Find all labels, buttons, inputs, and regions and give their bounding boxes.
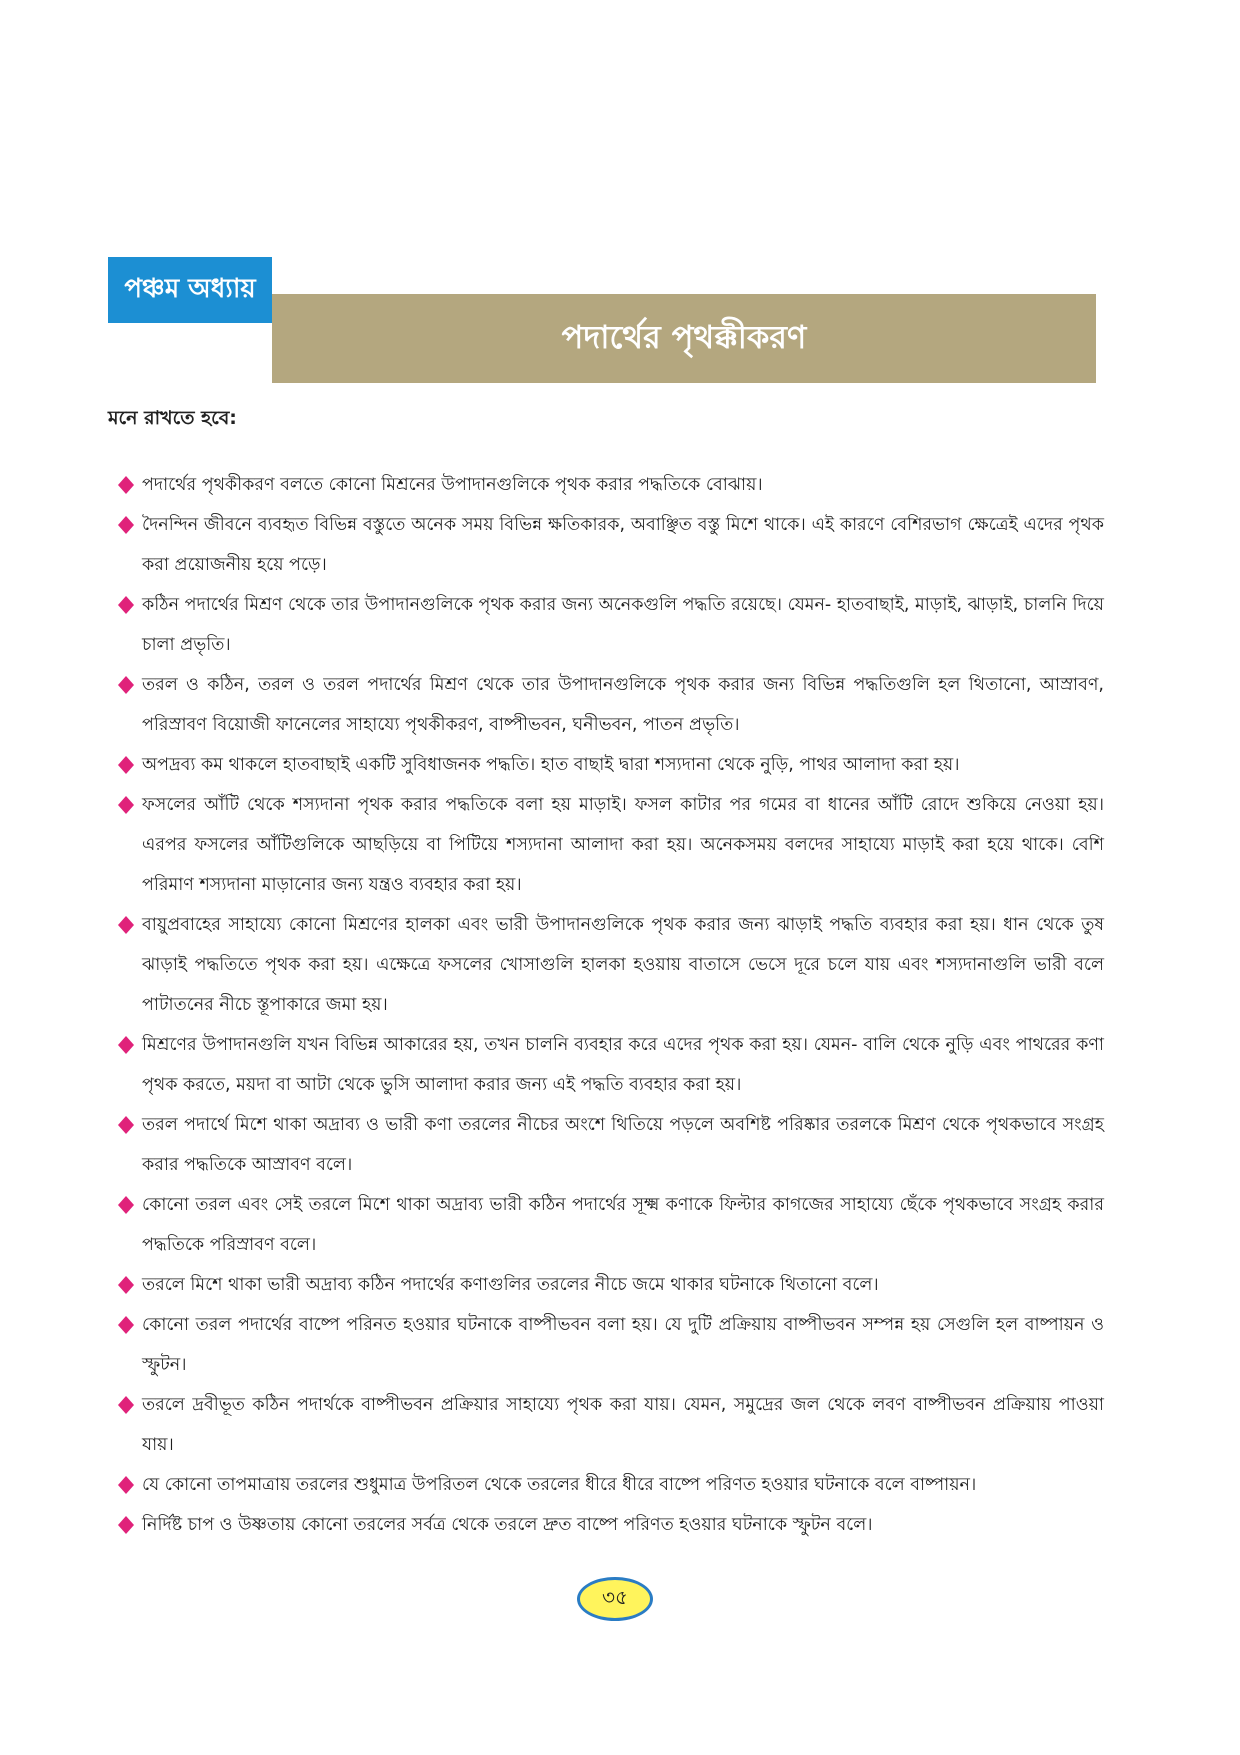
point-text: তরলে দ্রবীভূত কঠিন পদার্থকে বাষ্পীভবন প্রক্রিয়ার সাহায্যে পৃথক করা যায়। যেমন, সমুদ্রের জল থেকে লবণ বাষ্পীভবন প্রক্রিয়ায় পাওয়া যায়। [142, 1395, 1104, 1455]
list-item [116, 785, 1104, 905]
diamond-icon [118, 596, 134, 614]
key-points-list [116, 465, 1104, 1545]
diamond-icon [118, 1476, 134, 1494]
list-item [116, 1185, 1104, 1265]
point-text: কোনো তরল পদার্থের বাষ্পে পরিনত হওয়ার ঘটনাকে বাষ্পীভবন বলা হয়। যে দুটি প্রক্রিয়ায় বাষ্পীভবন সম্পন্ন হয় সেগুলি হল বাষ্পায়ন ও স্ফুটন। [142, 1315, 1104, 1375]
diamond-icon [118, 796, 134, 814]
chapter-title: পদার্থের পৃথক্কীকরণ [272, 294, 1096, 383]
point-text: যে কোনো তাপমাত্রায় তরলের শুধুমাত্র উপরিতল থেকে তরলের ধীরে ধীরে বাষ্পে পরিণত হওয়ার ঘটনাকে বলে বাষ্পায়ন। [142, 1475, 977, 1495]
diamond-icon [118, 476, 134, 494]
point-text: ফসলের আঁটি থেকে শস্যদানা পৃথক করার পদ্ধতিকে বলা হয় মাড়াই। ফসল কাটার পর গমের বা ধানের আঁটি রোদে শুকিয়ে নেওয়া হয়। এরপর ফসলের আঁটিগুলিকে আছড়িয়ে বা পিটিয়ে শস্যদানা আলাদা করা হয়। অনেকসময় বলদের সাহায্যে মাড়াই করা হয়ে থাকে। বেশি পরিমাণ শস্যদানা মাড়ানোর জন্য যন্ত্রও ব্যবহার করা হয়। [142, 795, 1104, 895]
point-text: অপদ্রব্য কম থাকলে হাতবাছাই একটি সুবিধাজনক পদ্ধতি। হাত বাছাই দ্বারা শস্যদানা থেকে নুড়ি, পাথর আলাদা করা হয়। [142, 755, 960, 775]
point-text: নির্দিষ্ট চাপ ও উষ্ণতায় কোনো তরলের সর্বত্র থেকে তরলে দ্রুত বাষ্পে পরিণত হওয়ার ঘটনাকে স্ফুটন বলে। [142, 1515, 873, 1535]
point-text: দৈনন্দিন জীবনে ব্যবহৃত বিভিন্ন বস্তুতে অনেক সময় বিভিন্ন ক্ষতিকারক, অবাঞ্ছিত বস্তু মিশে থাকে। এই কারণে বেশিরভাগ ক্ষেত্রেই এদের পৃথক করা প্রয়োজনীয় হয়ে পড়ে। [142, 515, 1104, 575]
list-item [116, 585, 1104, 665]
list-item [116, 665, 1104, 745]
point-text: কোনো তরল এবং সেই তরলে মিশে থাকা অদ্রাব্য ভারী কঠিন পদার্থের সূক্ষ্ম কণাকে ফিল্টার কাগজের সাহায্যে ছেঁকে পৃথকভাবে সংগ্রহ করার পদ্ধতিকে পরিস্রাবণ বলে। [142, 1195, 1104, 1255]
remember-heading: মনে রাখতে হবে: [108, 407, 237, 429]
point-text: তরলে মিশে থাকা ভারী অদ্রাব্য কঠিন পদার্থের কণাগুলির তরলের নীচে জমে থাকার ঘটনাকে থিতানো বলে। [142, 1275, 879, 1295]
diamond-icon [118, 516, 134, 534]
list-item [116, 905, 1104, 1025]
diamond-icon [118, 1276, 134, 1294]
diamond-icon [118, 756, 134, 774]
point-text: কঠিন পদার্থের মিশ্রণ থেকে তার উপাদানগুলিকে পৃথক করার জন্য অনেকগুলি পদ্ধতি রয়েছে। যেমন- হাতবাছাই, মাড়াই, ঝাড়াই, চালনি দিয়ে চালা প্রভৃতি। [142, 595, 1104, 655]
list-item [116, 465, 1104, 505]
point-text: তরল ও কঠিন, তরল ও তরল পদার্থের মিশ্রণ থেকে তার উপাদানগুলিকে পৃথক করার জন্য বিভিন্ন পদ্ধতিগুলি হল থিতানো, আস্রাবণ, পরিস্রাবণ বিয়োজী ফানেলের সাহায্যে পৃথকীকরণ, বাষ্পীভবন, ঘনীভবন, পাতন প্রভৃতি। [142, 675, 1104, 735]
diamond-icon [118, 1196, 134, 1214]
diamond-icon [118, 1516, 134, 1534]
diamond-icon [118, 1316, 134, 1334]
diamond-icon [118, 1036, 134, 1054]
list-item [116, 505, 1104, 585]
point-text: পদার্থের পৃথকীকরণ বলতে কোনো মিশ্রনের উপাদানগুলিকে পৃথক করার পদ্ধতিকে বোঝায়। [142, 475, 763, 495]
page-number: ৩৫ [577, 1577, 653, 1621]
point-text: বায়ুপ্রবাহের সাহায্যে কোনো মিশ্রণের হালকা এবং ভারী উপাদানগুলিকে পৃথক করার জন্য ঝাড়াই পদ্ধতি ব্যবহার করা হয়। ধান থেকে তুষ ঝাড়াই পদ্ধতিতে পৃথক করা হয়। এক্ষেত্রে ফসলের খোসাগুলি হালকা হওয়ায় বাতাসে ভেসে দূরে চলে যায় এবং শস্যদানাগুলি ভারী বলে পাটাতনের নীচে স্তূপাকারে জমা হয়। [142, 915, 1104, 1015]
diamond-icon [118, 916, 134, 934]
list-item [116, 1465, 1104, 1505]
chapter-label: পঞ্চম অধ্যায় [108, 257, 272, 323]
list-item [116, 1105, 1104, 1185]
diamond-icon [118, 1116, 134, 1134]
list-item [116, 1385, 1104, 1465]
list-item [116, 1305, 1104, 1385]
diamond-icon [118, 676, 134, 694]
list-item [116, 745, 1104, 785]
list-item [116, 1025, 1104, 1105]
diamond-icon [118, 1396, 134, 1414]
point-text: মিশ্রণের উপাদানগুলি যখন বিভিন্ন আকারের হয়, তখন চালনি ব্যবহার করে এদের পৃথক করা হয়। যেমন- বালি থেকে নুড়ি এবং পাথরের কণা পৃথক করতে, ময়দা বা আটা থেকে ভুসি আলাদা করার জন্য এই পদ্ধতি ব্যবহার করা হয়। [142, 1035, 1104, 1095]
list-item [116, 1505, 1104, 1545]
list-item [116, 1265, 1104, 1305]
point-text: তরল পদার্থে মিশে থাকা অদ্রাব্য ও ভারী কণা তরলের নীচের অংশে থিতিয়ে পড়লে অবশিষ্ট পরিষ্কার তরলকে মিশ্রণ থেকে পৃথকভাবে সংগ্রহ করার পদ্ধতিকে আস্রাবণ বলে। [142, 1115, 1104, 1175]
